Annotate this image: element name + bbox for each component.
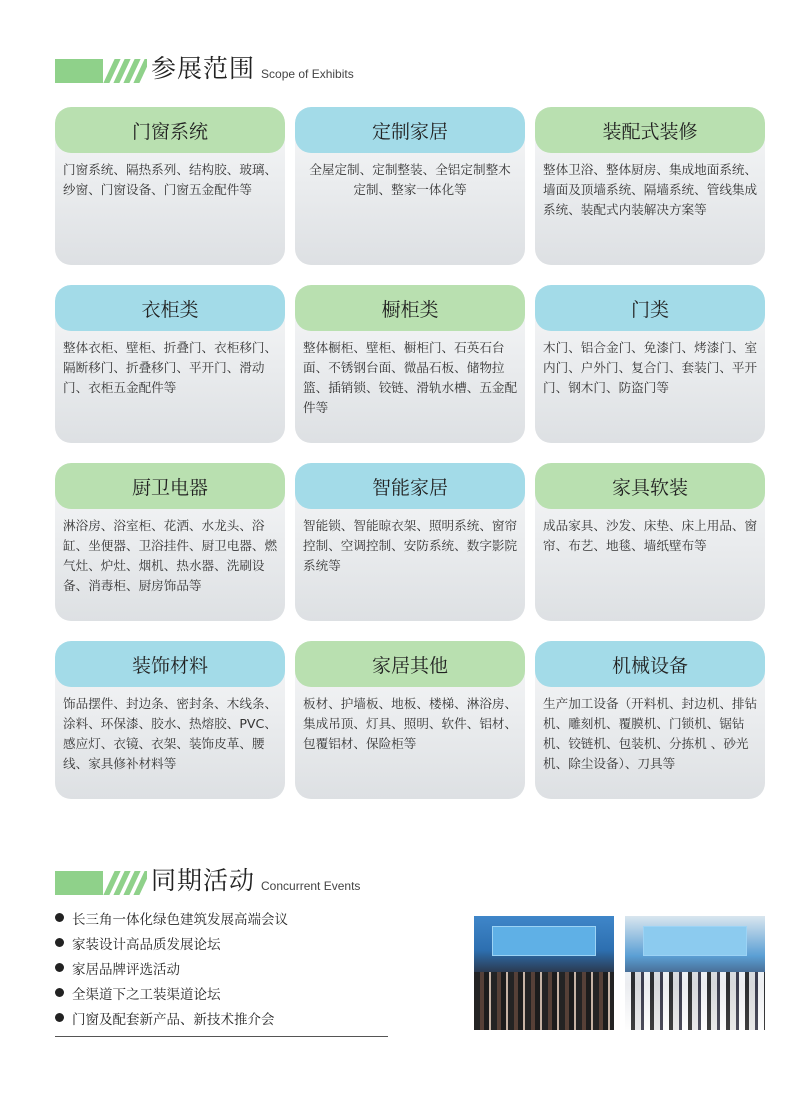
event-label: 门窗及配套新产品、新技术推介会 <box>72 1011 275 1028</box>
exhibit-card-text: 整体橱柜、壁柜、橱柜门、石英石台面、不锈钢台面、微晶石板、储物拉篮、插销锁、铰链、滑轨水槽、五金配件等 <box>303 340 518 415</box>
header-stripe-decoration <box>55 871 147 895</box>
exhibit-card <box>295 463 525 621</box>
exhibit-cards-grid <box>55 107 765 799</box>
bullet-icon <box>55 1013 64 1022</box>
conference-photo <box>474 916 614 1030</box>
exhibit-card-title: 装配式装修 <box>535 107 765 153</box>
exhibit-card-text: 板材、护墙板、地板、楼梯、淋浴房、集成吊顶、灯具、照明、软件、铝材、包覆铝材、保险柜等 <box>303 696 518 751</box>
exhibit-card-title: 装饰材料 <box>55 641 285 687</box>
exhibit-card-title: 厨卫电器 <box>55 463 285 509</box>
exhibit-card-text: 成品家具、沙发、床垫、床上用品、窗帘、布艺、地毯、墙纸壁布等 <box>543 518 758 553</box>
exhibit-card-title: 定制家居 <box>295 107 525 153</box>
bullet-icon <box>55 963 64 972</box>
exhibit-card <box>535 107 765 265</box>
header-stripe-decoration <box>55 59 147 83</box>
event-label: 全渠道下之工装渠道论坛 <box>72 986 221 1003</box>
exhibits-subtitle: Scope of Exhibits <box>261 67 354 81</box>
exhibit-card <box>535 285 765 443</box>
exhibit-card-title: 橱柜类 <box>295 285 525 331</box>
exhibit-card <box>55 285 285 443</box>
exhibits-title: 参展范围 <box>151 54 256 83</box>
exhibit-card-title: 智能家居 <box>295 463 525 509</box>
bullet-icon <box>55 938 64 947</box>
events-list <box>55 905 288 1030</box>
exhibit-card-text: 门窗系统、隔热系列、结构胶、玻璃、纱窗、门窗设备、门窗五金配件等 <box>63 162 278 197</box>
exhibit-card <box>295 641 525 799</box>
exhibit-card-text: 饰品摆件、封边条、密封条、木线条、涂料、环保漆、胶水、热熔胶、PVC、感应灯、衣镜、衣架、装饰皮革、腰线、家具修补材料等 <box>63 696 278 771</box>
event-label: 家居品牌评选活动 <box>72 961 180 978</box>
event-label: 家装设计高品质发展论坛 <box>72 936 221 953</box>
list-item <box>55 980 288 1005</box>
exhibit-card <box>535 641 765 799</box>
bullet-icon <box>55 913 64 922</box>
list-item <box>55 1005 288 1030</box>
exhibit-card-title: 家具软装 <box>535 463 765 509</box>
exhibit-card <box>55 463 285 621</box>
events-header <box>55 867 360 895</box>
exhibit-card-title: 门窗系统 <box>55 107 285 153</box>
events-subtitle: Concurrent Events <box>261 879 361 893</box>
list-item <box>55 930 288 955</box>
exhibit-card-title: 门类 <box>535 285 765 331</box>
exhibit-card <box>55 107 285 265</box>
list-item <box>55 905 288 930</box>
exhibit-card-text: 整体卫浴、整体厨房、集成地面系统、墙面及顶墙系统、隔墙系统、管线集成系统、装配式内装解决方案等 <box>543 162 758 217</box>
exhibit-card <box>55 641 285 799</box>
exhibit-card-text: 淋浴房、浴室柜、花洒、水龙头、浴缸、坐便器、卫浴挂件、厨卫电器、燃气灶、炉灶、烟机、热水器、洗刷设备、消毒柜、厨房饰品等 <box>63 518 278 593</box>
exhibit-card-text: 全屋定制、定制整装、全铝定制整木定制、整家一体化等 <box>309 162 511 197</box>
event-label: 长三角一体化绿色建筑发展高端会议 <box>72 911 288 928</box>
exhibit-card-title: 衣柜类 <box>55 285 285 331</box>
conference-photo <box>625 916 765 1030</box>
exhibit-card <box>295 107 525 265</box>
exhibit-card <box>535 463 765 621</box>
exhibit-card-title: 机械设备 <box>535 641 765 687</box>
exhibit-card-title: 家居其他 <box>295 641 525 687</box>
list-item <box>55 955 288 980</box>
exhibit-card-text: 生产加工设备（开料机、封边机、排钻机、雕刻机、覆膜机、门锁机、锯钻机、铰链机、包装机、分拣机 、砂光机、除尘设备）、刀具等 <box>543 696 758 771</box>
divider <box>55 1036 388 1037</box>
exhibit-card-text: 整体衣柜、壁柜、折叠门、衣柜移门、隔断移门、折叠移门、平开门、滑动门、衣柜五金配件等 <box>63 340 278 395</box>
events-title: 同期活动 <box>151 866 256 895</box>
exhibit-card-text: 智能锁、智能晾衣架、照明系统、窗帘控制、空调控制、安防系统、数字影院系统等 <box>303 518 518 573</box>
exhibits-header <box>55 55 354 83</box>
exhibit-card <box>295 285 525 443</box>
exhibit-card-text: 木门、铝合金门、免漆门、烤漆门、室内门、户外门、复合门、套装门、平开门、钢木门、防盗门等 <box>543 340 758 395</box>
bullet-icon <box>55 988 64 997</box>
